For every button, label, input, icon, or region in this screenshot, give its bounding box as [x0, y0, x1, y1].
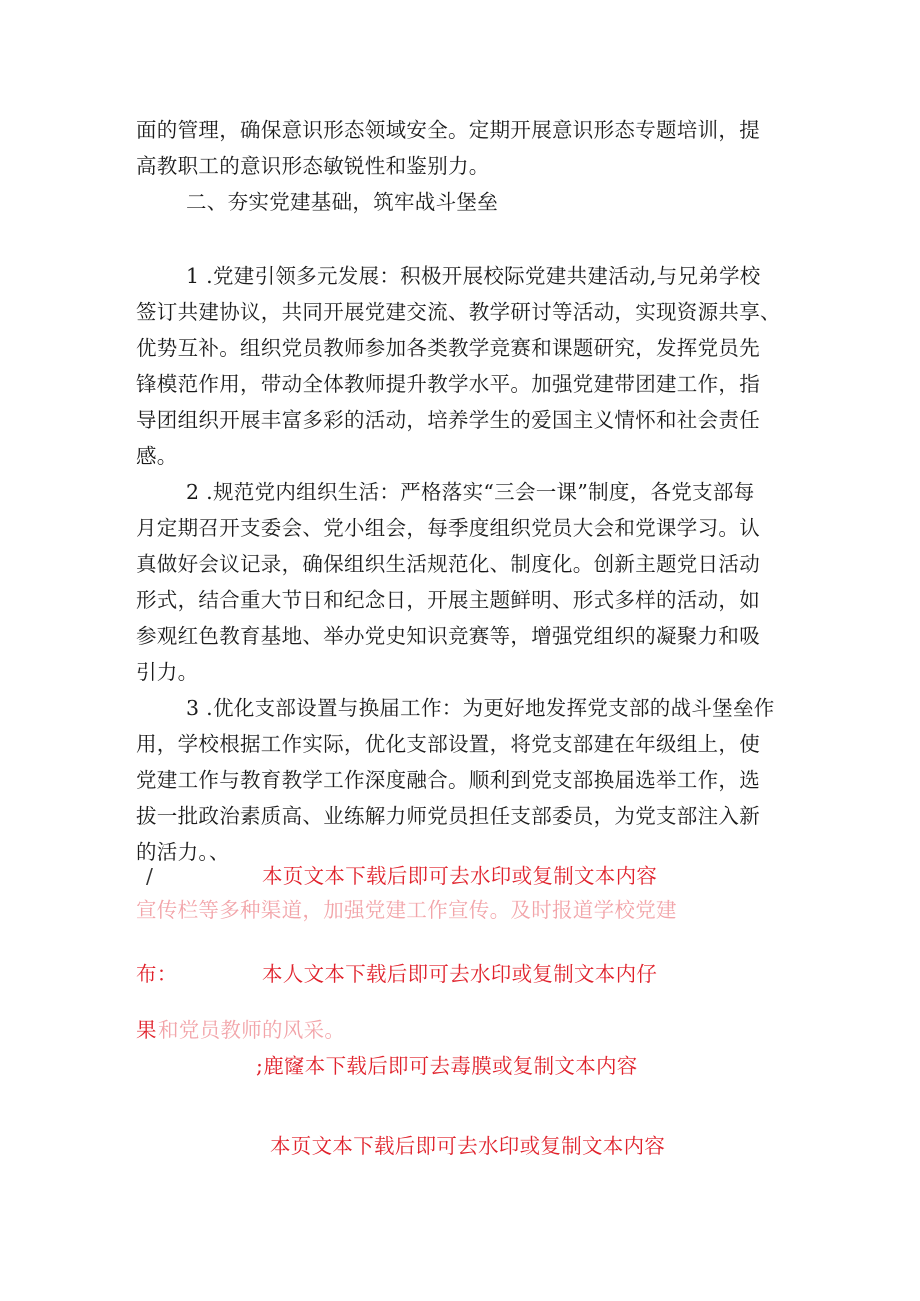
para2-line: 引力。: [136, 660, 199, 684]
para1-line: 感。: [136, 444, 178, 468]
watermark-prefix: 布：: [136, 962, 178, 986]
para3-line: 党建工作与教育教学工作深度融合。顺利到党支部换届选举工作，选: [136, 768, 760, 792]
para3-line: 用，学校根据工作实际，优化支部设置，将党支部建在年级组上，使: [136, 732, 760, 756]
text-line: 面的管理，确保意识形态领域安全。定期开展意识形态专题培训，提: [136, 118, 760, 142]
watermark-text: ;鹿窿本下载后即可去毒膜或复制文本内容: [256, 1054, 638, 1078]
para2-line: 真做好会议记录，确保组织生活规范化、制度化。创新主题党日活动: [136, 552, 760, 576]
watermark-text: 本页文本下载后即可去水印或复制文本内容: [262, 864, 658, 888]
watermark-text: 本人文本下载后即可去水印或复制文本内仔: [262, 962, 658, 986]
text-line: 高教职工的意识形态敏锐性和鉴别力。: [136, 154, 490, 178]
watermark-text: 本页文本下载后即可去水印或复制文本内容: [270, 1134, 666, 1158]
watermark-char: 果: [136, 1018, 157, 1042]
para1-line: 优势互补。组织党员教师参加各类教学竞赛和课题研究，发挥党员先: [136, 336, 760, 360]
para2-line: 参观红色教育基地、举办党史知识竞赛等，增强党组织的凝聚力和吸: [136, 624, 760, 648]
para3-line: 拔一批政治素质高、业练解力师党员担任支部委员，为党支部注入新: [136, 804, 760, 828]
stray-slash: /: [146, 864, 154, 888]
para1-line: 导团组织开展丰富多彩的活动，培养学生的爱国主义情怀和社会责任: [136, 408, 760, 432]
faded-text-line: 宣传栏等多种渠道，加强党建工作宣传。及时报道学校党建: [136, 898, 677, 922]
para1-line: 锋模范作用，带动全体教师提升教学水平。加强党建带团建工作，指: [136, 372, 760, 396]
para3-line: 的活力。、: [136, 840, 230, 864]
para2-line: 2 .规范党内组织生活：严格落实“三会一课”制度，各党支部每: [186, 480, 755, 504]
para2-line: 形式，结合重大节日和纪念日，开展主题鲜明、形式多样的活动，如: [136, 588, 760, 612]
para2-line: 月定期召开支委会、党小组会，每季度组织党员大会和党课学习。认: [136, 516, 760, 540]
section-heading: 二、夯实党建基础，筑牢战斗堡垒: [186, 190, 498, 214]
para3-line: 3 .优化支部设置与换届工作：为更好地发挥党支部的战斗堡垒作: [186, 696, 775, 720]
faded-text-line: 和党员教师的风采。: [158, 1018, 346, 1042]
para1-line: 1 .党建引领多元发展：积极开展校际党建共建活动,与兄弟学校: [186, 264, 761, 288]
para1-line: 签订共建协议，共同开展党建交流、教学研讨等活动，实现资源共享、: [136, 300, 781, 324]
